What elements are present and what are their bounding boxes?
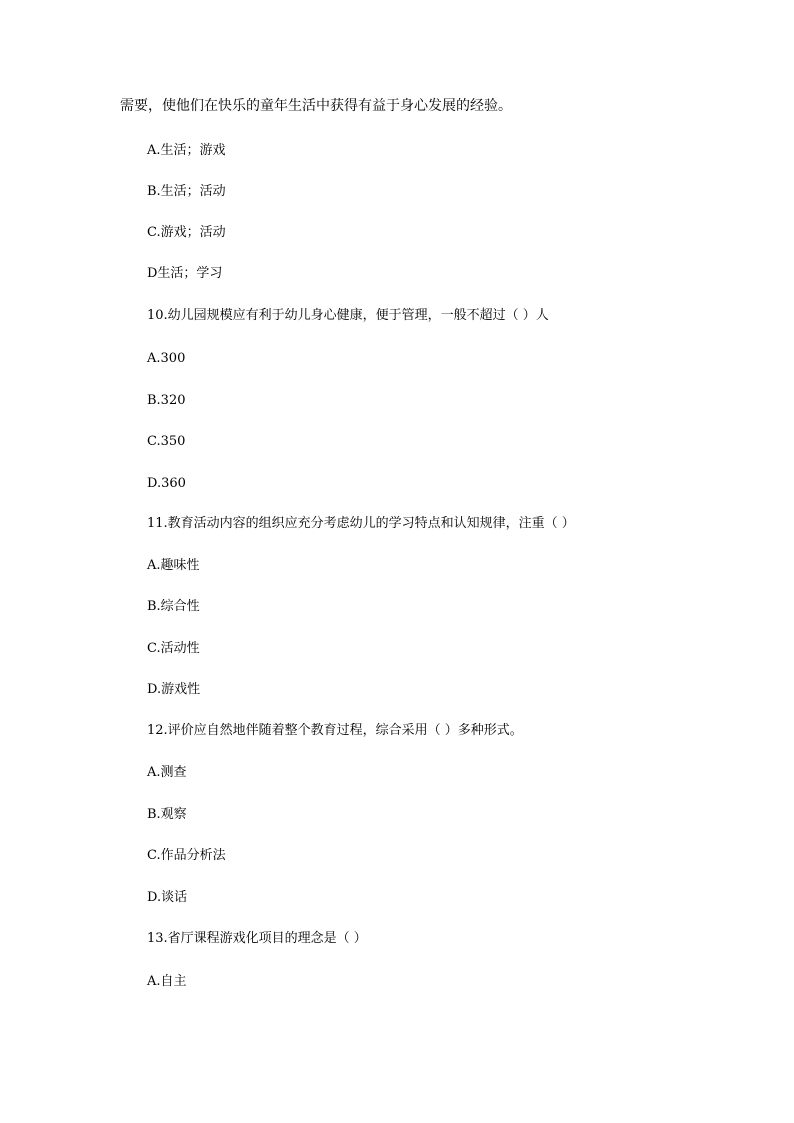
question-11-option-a: A.趣味性 [147, 558, 200, 573]
question-11-option-d: D.游戏性 [147, 682, 201, 697]
question-11-option-c: C.活动性 [147, 641, 200, 656]
question-12-option-c: C.作品分析法 [147, 848, 226, 863]
question-11-option-b: B.综合性 [147, 599, 200, 614]
question-12-option-d: D.谈话 [147, 890, 188, 905]
question-11-stem: 11.教育活动内容的组织应充分考虑幼儿的学习特点和认知规律，注重（ ） [147, 516, 575, 531]
question-9-option-c: C.游戏；活动 [147, 225, 226, 240]
question-10-stem: 10.幼儿园规模应有利于幼儿身心健康，便于管理，一般不超过（ ）人 [147, 308, 549, 323]
question-10-option-c: C.350 [147, 434, 186, 449]
question-10-option-a: A.300 [147, 351, 186, 366]
question-9-option-d: D生活；学习 [147, 266, 223, 281]
question-9-option-b: B.生活；活动 [147, 184, 226, 199]
question-12-option-b: B.观察 [147, 807, 187, 822]
question-12-stem: 12.评价应自然地伴随着整个教育过程，综合采用（ ）多种形式。 [147, 723, 523, 738]
question-13-option-a: A.自主 [147, 974, 187, 989]
question-9-stem-continuation: 需要，使他们在快乐的童年生活中获得有益于身心发展的经验。 [120, 98, 512, 114]
question-10-option-d: D.360 [147, 476, 186, 491]
question-9-option-a: A.生活；游戏 [147, 143, 226, 158]
question-10-option-b: B.320 [147, 393, 186, 408]
question-12-option-a: A.测查 [147, 765, 187, 780]
question-13-stem: 13.省厅课程游戏化项目的理念是（ ） [147, 931, 367, 946]
